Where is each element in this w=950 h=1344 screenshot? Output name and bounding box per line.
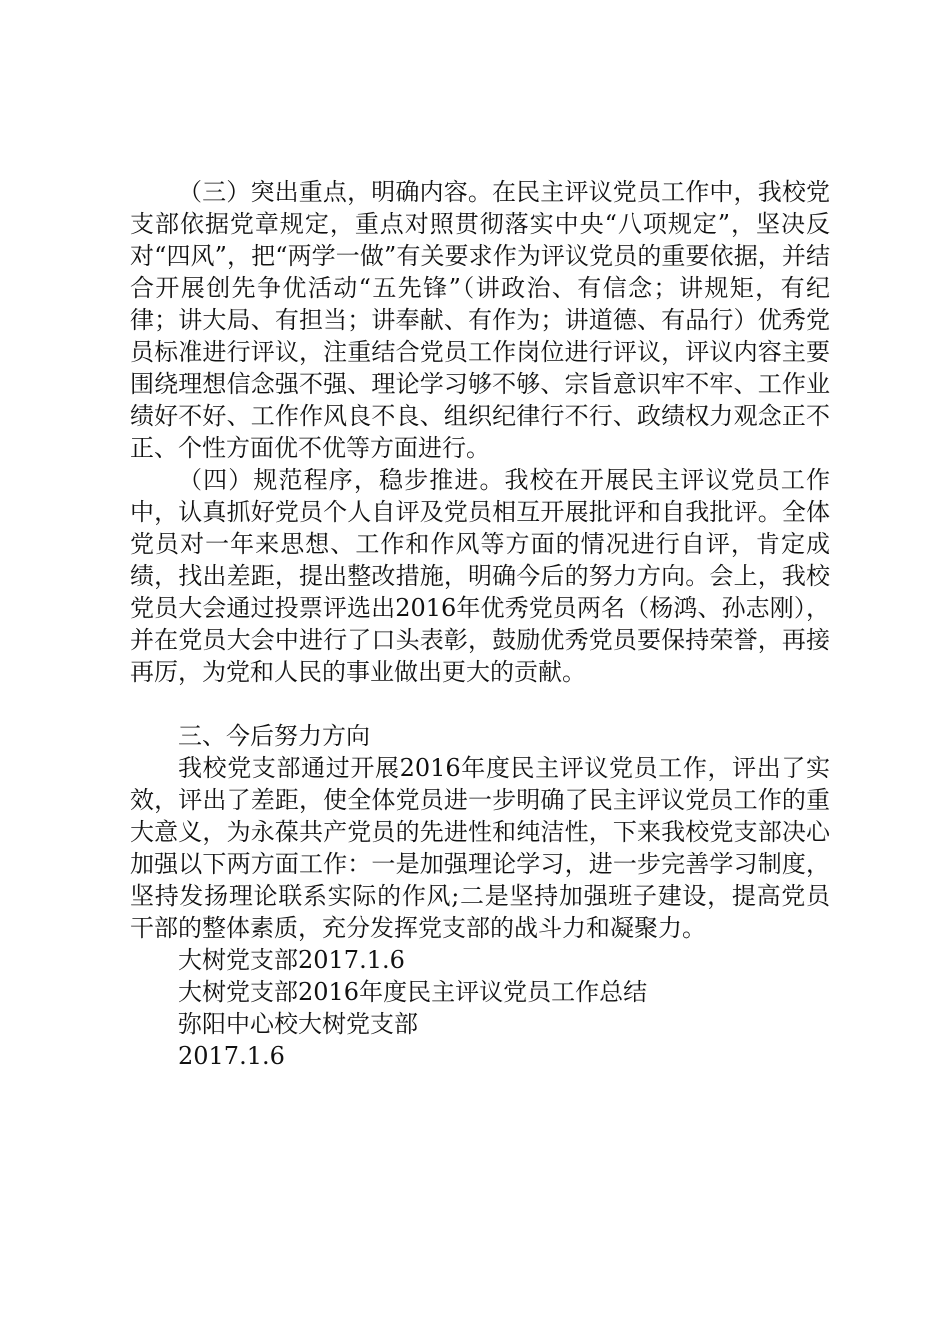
blank-line <box>130 688 830 720</box>
section-heading: 三、今后努力方向 <box>178 722 370 750</box>
document-page <box>130 176 830 1072</box>
signature-line-4: 2017.1.6 <box>178 1042 285 1070</box>
paragraph-four: （四）规范程序，稳步推进。我校在开展民主评议党员工作中，认真抓好党员个人自评及党员相互开展批评和自我批评。全体党员对一年来思想、工作和作风等方面的情况进行自评，肯定成绩，找出差距，提出整改措施，明确今后的努力方向。会上，我校党员大会通过投票评选出2016年优秀党员两名（杨鸿、孙志刚），并在党员大会中进行了口头表彰，鼓励优秀党员要保持荣誉，再接再厉，为党和人民的事业做出更大的贡献。 <box>130 466 830 686</box>
paragraph-three: （三）突出重点，明确内容。在民主评议党员工作中，我校党支部依据党章规定，重点对照贯彻落实中央“八项规定”，坚决反对“四风”，把“两学一做”有关要求作为评议党员的重要依据，并结合开展创先争优活动“五先锋”（讲政治、有信念；讲规矩，有纪律；讲大局、有担当；讲奉献、有作为；讲道德、有品行）优秀党员标准进行评议，注重结合党员工作岗位进行评议，评议内容主要围绕理想信念强不强、理论学习够不够、宗旨意识牢不牢、工作业绩好不好、工作作风良不良、组织纪律行不行、政绩权力观念正不正、个性方面优不优等方面进行。 <box>130 178 830 462</box>
signature-line-1: 大树党支部2017.1.6 <box>178 946 405 974</box>
signature-line-3: 弥阳中心校大树党支部 <box>178 1010 418 1038</box>
signature-line-2: 大树党支部2016年度民主评议党员工作总结 <box>178 978 648 1006</box>
section-paragraph: 我校党支部通过开展2016年度民主评议党员工作，评出了实效，评出了差距，使全体党员进一步明确了民主评议党员工作的重大意义，为永葆共产党员的先进性和纯洁性，下来我校党支部决心加强以下两方面工作：一是加强理论学习，进一步完善学习制度，坚持发扬理论联系实际的作风;二是坚持加强班子建设，提高党员干部的整体素质，充分发挥党支部的战斗力和凝聚力。 <box>130 754 830 942</box>
